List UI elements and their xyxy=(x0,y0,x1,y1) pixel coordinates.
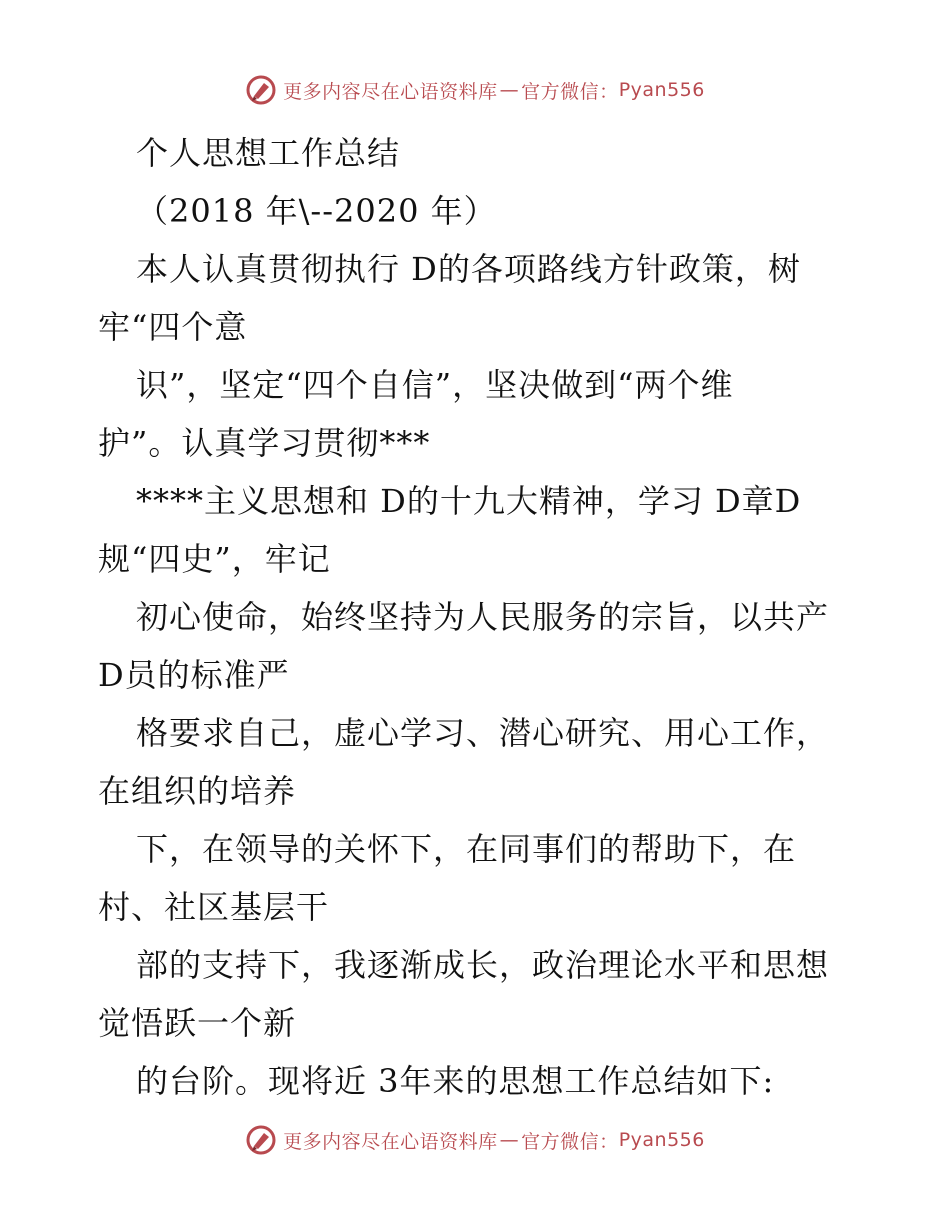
paragraph-line: D员的标准严 xyxy=(98,656,290,694)
watermark-dash: — xyxy=(499,1129,520,1151)
paragraph-line: 识”，坚定“四个自信”，坚决做到“两个维 xyxy=(136,366,734,404)
paragraph-line: 觉悟跃一个新 xyxy=(98,1004,297,1042)
paragraph-line: 格要求自己，虚心学习、潜心研究、用心工作， xyxy=(136,714,830,752)
paragraph-line: 在组织的培养 xyxy=(98,772,297,810)
paragraph-line: 初心使命，始终坚持为人民服务的宗旨，以共产 xyxy=(136,598,830,636)
pen-nib-logo-icon xyxy=(245,1124,277,1156)
paragraph-line: 下，在领导的关怀下，在同事们的帮助下，在 xyxy=(136,830,797,868)
paragraph-line: 本人认真贯彻执行 D的各项路线方针政策，树 xyxy=(136,250,801,288)
paragraph-line: 规“四史”，牢记 xyxy=(98,540,331,578)
watermark-dash: — xyxy=(499,79,520,101)
paragraph-line: 牢“四个意 xyxy=(98,308,248,346)
document-body xyxy=(98,124,898,1110)
watermark-wechat-label: 官方微信： xyxy=(521,80,619,103)
paragraph-line: 的台阶。现将近 3年来的思想工作总结如下: xyxy=(136,1062,775,1100)
header-watermark xyxy=(0,72,950,108)
watermark-wechat-id: Pyan556 xyxy=(618,1129,705,1151)
paragraph-line: 部的支持下，我逐渐成长，政治理论水平和思想 xyxy=(136,946,830,984)
document-title: 个人思想工作总结 xyxy=(136,134,401,172)
watermark-wechat-id: Pyan556 xyxy=(618,79,705,101)
paragraph-line: ****主义思想和 D的十九大精神，学习 D章D xyxy=(136,482,802,520)
paragraph-line: 护”。认真学习贯彻*** xyxy=(98,424,431,462)
document-period: （2018 年\--2020 年） xyxy=(136,192,497,230)
watermark-text: 更多内容尽在心语资料库 xyxy=(283,1130,498,1153)
watermark-text: 更多内容尽在心语资料库 xyxy=(283,80,498,103)
watermark-wechat-label: 官方微信： xyxy=(521,1130,619,1153)
paragraph-line: 村、社区基层干 xyxy=(98,888,330,926)
footer-watermark xyxy=(0,1122,950,1158)
pen-nib-logo-icon xyxy=(245,74,277,106)
